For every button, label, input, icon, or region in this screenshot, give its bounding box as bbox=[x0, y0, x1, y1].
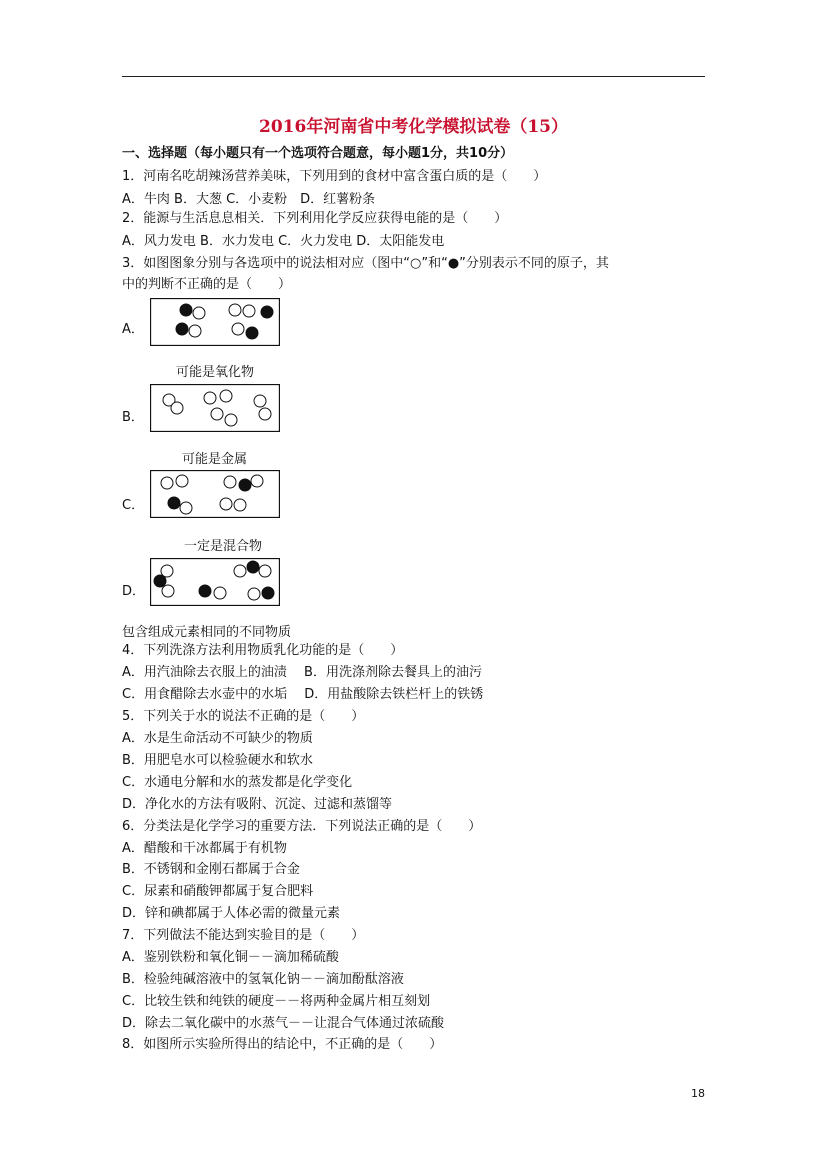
page-title: 2016年河南省中考化学模拟试卷（15） bbox=[259, 117, 568, 137]
option-caption-a: 可能是氧化物 bbox=[176, 365, 255, 380]
question-line: 4．下列洗涤方法利用物质乳化功能的是（ ） bbox=[122, 643, 404, 658]
answer-line: B．用肥皂水可以检验硬水和软水 bbox=[122, 753, 313, 768]
section-heading: 一、选择题（每小题只有一个选项符合题意，每小题1分，共10分） bbox=[122, 146, 514, 161]
question-line: 1．河南名吃胡辣汤营养美味，下列用到的食材中富含蛋白质的是（ ） bbox=[122, 169, 547, 184]
page-number: 18 bbox=[691, 1087, 705, 1100]
option-caption-c: 一定是混合物 bbox=[184, 539, 263, 554]
option-label-d: D． bbox=[122, 584, 146, 599]
option-caption-b: 可能是金属 bbox=[182, 452, 248, 467]
molecule-diagram-a bbox=[150, 298, 280, 346]
answer-line: C．水通电分解和水的蒸发都是化学变化 bbox=[122, 775, 353, 790]
answer-line: D．锌和碘都属于人体必需的微量元素 bbox=[122, 906, 341, 921]
answer-line: D．净化水的方法有吸附、沉淀、过滤和蒸馏等 bbox=[122, 797, 393, 812]
answer-line: A．水是生命活动不可缺少的物质 bbox=[122, 731, 313, 746]
answer-line: B．检验纯碱溶液中的氢氧化钠－－滴加酚酞溶液 bbox=[122, 972, 404, 987]
question-line: 3．如图图象分别与各选项中的说法相对应（图中“○”和“●”分别表示不同的原子，其 bbox=[122, 256, 609, 271]
answer-line: A．醋酸和干冰都属于有机物 bbox=[122, 841, 287, 856]
molecule-diagram-c bbox=[150, 470, 280, 518]
question-line: 6．分类法是化学学习的重要方法．下列说法正确的是（ ） bbox=[122, 819, 482, 834]
answer-line: A．风力发电 B．水力发电 C．火力发电 D．太阳能发电 bbox=[122, 234, 445, 249]
question-line: 中的判断不正确的是（ ） bbox=[122, 277, 292, 292]
answer-line: C．用食醋除去水壶中的水垢 D．用盐酸除去铁栏杆上的铁锈 bbox=[122, 687, 484, 702]
answer-line: A．牛肉 B．大葱 C．小麦粉 D．红薯粉条 bbox=[122, 192, 376, 207]
header-rule bbox=[122, 76, 705, 77]
question-line: 8．如图所示实验所得出的结论中，不正确的是（ ） bbox=[122, 1037, 443, 1052]
question-line: 7．下列做法不能达到实验目的是（ ） bbox=[122, 928, 365, 943]
option-label-c: C． bbox=[122, 498, 145, 513]
molecule-diagram-d bbox=[150, 558, 280, 606]
answer-line: D．除去二氧化碳中的水蒸气－－让混合气体通过浓硫酸 bbox=[122, 1016, 445, 1031]
option-label-b: B． bbox=[122, 410, 144, 425]
answer-line: C．比较生铁和纯铁的硬度－－将两种金属片相互刻划 bbox=[122, 994, 431, 1009]
question-line: 5．下列关于水的说法不正确的是（ ） bbox=[122, 709, 365, 724]
molecule-diagram-b bbox=[150, 384, 280, 432]
answer-line: C．尿素和硝酸钾都属于复合肥料 bbox=[122, 884, 314, 899]
option-caption-d: 包含组成元素相同的不同物质 bbox=[122, 625, 292, 640]
answer-line: A．用汽油除去衣服上的油渍 B．用洗涤剂除去餐具上的油污 bbox=[122, 665, 482, 680]
question-line: 2．能源与生活息息相关．下列利用化学反应获得电能的是（ ） bbox=[122, 211, 508, 226]
answer-line: A．鉴别铁粉和氧化铜－－滴加稀硫酸 bbox=[122, 950, 339, 965]
answer-line: B．不锈钢和金刚石都属于合金 bbox=[122, 862, 300, 877]
option-label-a: A． bbox=[122, 322, 144, 337]
